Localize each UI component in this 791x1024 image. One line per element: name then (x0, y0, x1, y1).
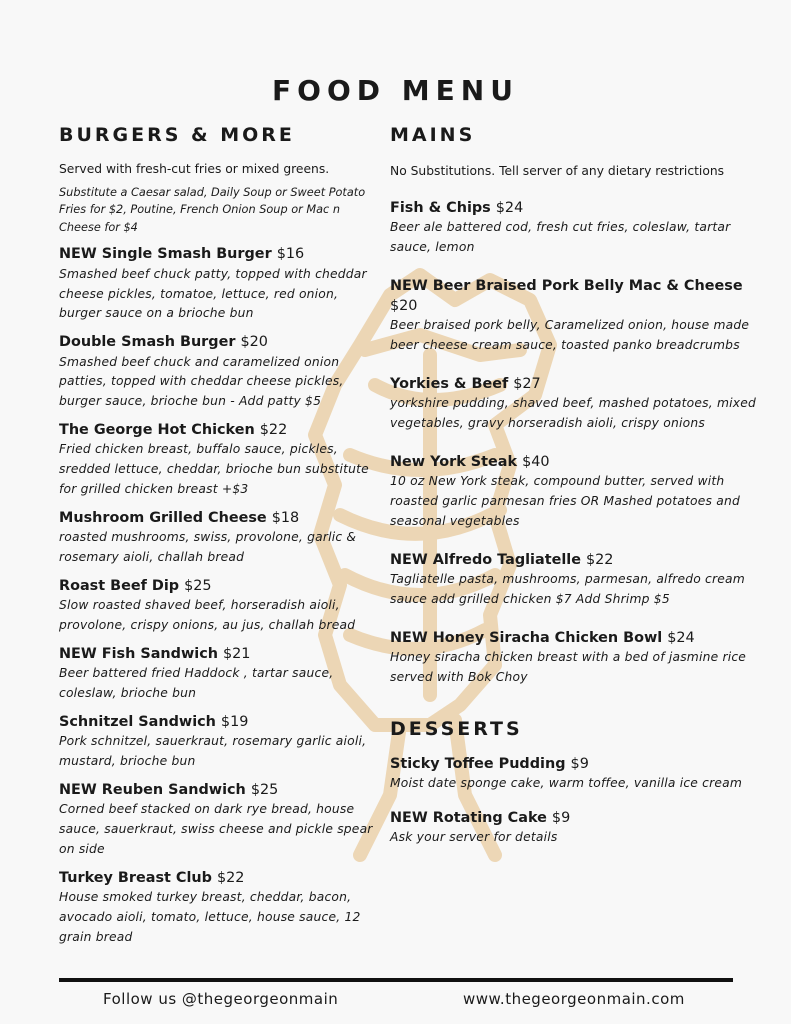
menu-item-price: $20 (390, 298, 418, 315)
menu-item (390, 628, 765, 688)
menu-item-name: NEW Honey Siracha Chicken Bowl (390, 629, 663, 646)
menu-item (59, 420, 379, 500)
menu-item-heading (390, 276, 765, 316)
mains-intro: No Substitutions. Tell server of any dietary restrictions (390, 164, 725, 178)
menu-item-heading (390, 754, 765, 774)
menu-item-price: $25 (184, 578, 212, 595)
footer-website-link[interactable]: www.thegeorgeonmain.com (463, 990, 685, 1008)
menu-item (59, 332, 379, 412)
menu-item-price: $9 (551, 809, 571, 826)
menu-title: FOOD MENU (272, 74, 519, 107)
menu-item-heading (390, 628, 765, 648)
footer-divider (59, 978, 733, 982)
menu-item-price: $24 (495, 199, 524, 216)
section-title-mains: MAINS (390, 124, 476, 146)
burgers-item-list (59, 244, 379, 947)
menu-item-heading (390, 808, 765, 828)
menu-item-heading (59, 332, 379, 352)
menu-item (59, 868, 379, 948)
menu-item (59, 712, 379, 772)
menu-item (59, 508, 379, 568)
menu-item (59, 244, 379, 324)
mains-item-list (390, 198, 765, 688)
menu-item-description: House smoked turkey breast, cheddar, bacon, avocado aioli, tomato, lettuce, house sauce, 12 grain bread (59, 890, 361, 944)
menu-item-name: NEW Rotating Cake (390, 809, 547, 826)
menu-item-description: Smashed beef chuck and caramelized onion patties, topped with cheddar cheese pickles, burger sauce, brioche bun - Add patty $5 (59, 354, 344, 409)
menu-item-price: $20 (240, 334, 268, 351)
menu-item-price: $24 (667, 629, 695, 646)
menu-item-description: Moist date sponge cake, warm toffee, vanilla ice cream (390, 776, 743, 791)
menu-item-price: $16 (276, 246, 305, 263)
menu-item-name: Fish & Chips (390, 199, 491, 216)
menu-item-description: roasted mushrooms, swiss, provolone, garlic & rosemary aioli, challah bread (59, 530, 357, 565)
menu-item (390, 276, 765, 356)
menu-item-heading (59, 244, 379, 264)
menu-item-heading (59, 868, 379, 888)
menu-item-heading (59, 780, 379, 800)
desserts-item-list (390, 754, 765, 848)
burgers-column (59, 124, 379, 948)
menu-item-price: $25 (250, 781, 279, 798)
menu-item-description: yorkshire pudding, shaved beef, mashed potatoes, mixed vegetables, gravy horseradish aioli, crispy onions (390, 396, 756, 431)
menu-item-price: $22 (585, 551, 614, 568)
menu-item-price: $18 (271, 510, 300, 527)
menu-item-heading (390, 452, 765, 472)
menu-item-name: Sticky Toffee Pudding (390, 755, 566, 772)
menu-item-description: Honey siracha chicken breast with a bed of jasmine rice served with Bok Choy (390, 650, 747, 684)
menu-item-description: Tagliatelle pasta, mushrooms, parmesan, alfredo cream sauce add grilled chicken $7 Add Shrimp $5 (390, 572, 745, 606)
menu-item-name: Mushroom Grilled Cheese (59, 510, 267, 527)
footer-social-handle: Follow us @thegeorgeonmain (103, 990, 339, 1008)
menu-item-description: Beer battered fried Haddock , tartar sauce, coleslaw, brioche bun (59, 666, 334, 701)
menu-item-price: $22 (216, 869, 245, 886)
menu-item-name: NEW Reuben Sandwich (59, 781, 246, 798)
menu-item-price: $40 (522, 454, 550, 471)
menu-item-description: Beer braised pork belly, Caramelized onion, house made beer cheese cream sauce, toasted panko breadcrumbs (390, 318, 750, 353)
menu-item-name: Roast Beef Dip (59, 578, 180, 595)
menu-item-price: $22 (259, 422, 288, 439)
menu-item-description: Fried chicken breast, buffalo sauce, pickles, sredded lettuce, cheddar, brioche bun substitute for grilled chicken breast +$3 (59, 442, 369, 497)
menu-item-description: Smashed beef chuck patty, topped with cheddar cheese pickles, tomatoe, lettuce, red onion, burger sauce on a brioche bun (59, 266, 367, 321)
menu-item-description: Ask your server for details (390, 830, 558, 845)
menu-item-name: NEW Fish Sandwich (59, 646, 218, 663)
menu-item (390, 754, 765, 794)
menu-item-price: $27 (513, 376, 541, 393)
menu-item-name: NEW Beer Braised Pork Belly Mac & Cheese (390, 277, 743, 294)
menu-item-name: Yorkies & Beef (390, 376, 509, 393)
menu-item-price: $19 (220, 714, 249, 731)
section-title-burgers: BURGERS & MORE (59, 124, 295, 146)
burgers-intro: Served with fresh-cut fries or mixed greens. (59, 162, 330, 176)
menu-item-heading (390, 198, 765, 218)
menu-item-name: Double Smash Burger (59, 334, 236, 351)
menu-item-heading (59, 508, 379, 528)
burgers-substitution-note: Substitute a Caesar salad, Daily Soup or Sweet Potato Fries for $2, Poutine, French Onion Soup or Mac n Cheese for $4 (59, 185, 366, 234)
menu-item (390, 374, 765, 434)
menu-item-description: Corned beef stacked on dark rye bread, house sauce, sauerkraut, swiss cheese and pickle spear on side (59, 802, 373, 856)
menu-item-price: $9 (570, 755, 589, 772)
menu-item-name: NEW Alfredo Tagliatelle (390, 551, 581, 568)
menu-item-description: Slow roasted shaved beef, horseradish aioli, provolone, crispy onions, au jus, challah bread (59, 598, 356, 633)
menu-item-heading (390, 550, 765, 570)
section-title-desserts: DESSERTS (390, 717, 523, 740)
menu-item-name: Turkey Breast Club (59, 869, 212, 886)
menu-item-name: New York Steak (390, 454, 518, 471)
menu-item-description: Pork schnitzel, sauerkraut, rosemary garlic aioli, mustard, brioche bun (59, 734, 367, 769)
menu-item-name: The George Hot Chicken (59, 422, 255, 439)
menu-item-name: NEW Single Smash Burger (59, 246, 272, 263)
menu-item-heading (59, 576, 379, 596)
menu-item-description: 10 oz New York steak, compound butter, served with roasted garlic parmesan fries OR Mashed potatoes and seasonal vegetables (390, 474, 740, 529)
menu-item (59, 780, 379, 860)
menu-item-name: Schnitzel Sandwich (59, 714, 216, 731)
desserts-section (390, 718, 765, 848)
menu-item (59, 644, 379, 704)
menu-item-heading (390, 374, 765, 394)
menu-item (59, 576, 379, 636)
menu-item-heading (59, 644, 379, 664)
menu-item-heading (59, 712, 379, 732)
menu-item (390, 550, 765, 610)
menu-item (390, 452, 765, 532)
menu-item-price: $21 (222, 646, 251, 663)
menu-item (390, 808, 765, 848)
menu-item-heading (59, 420, 379, 440)
menu-item-description: Beer ale battered cod, fresh cut fries, coleslaw, tartar sauce, lemon (390, 220, 731, 255)
right-column (390, 124, 765, 848)
menu-item (390, 198, 765, 258)
